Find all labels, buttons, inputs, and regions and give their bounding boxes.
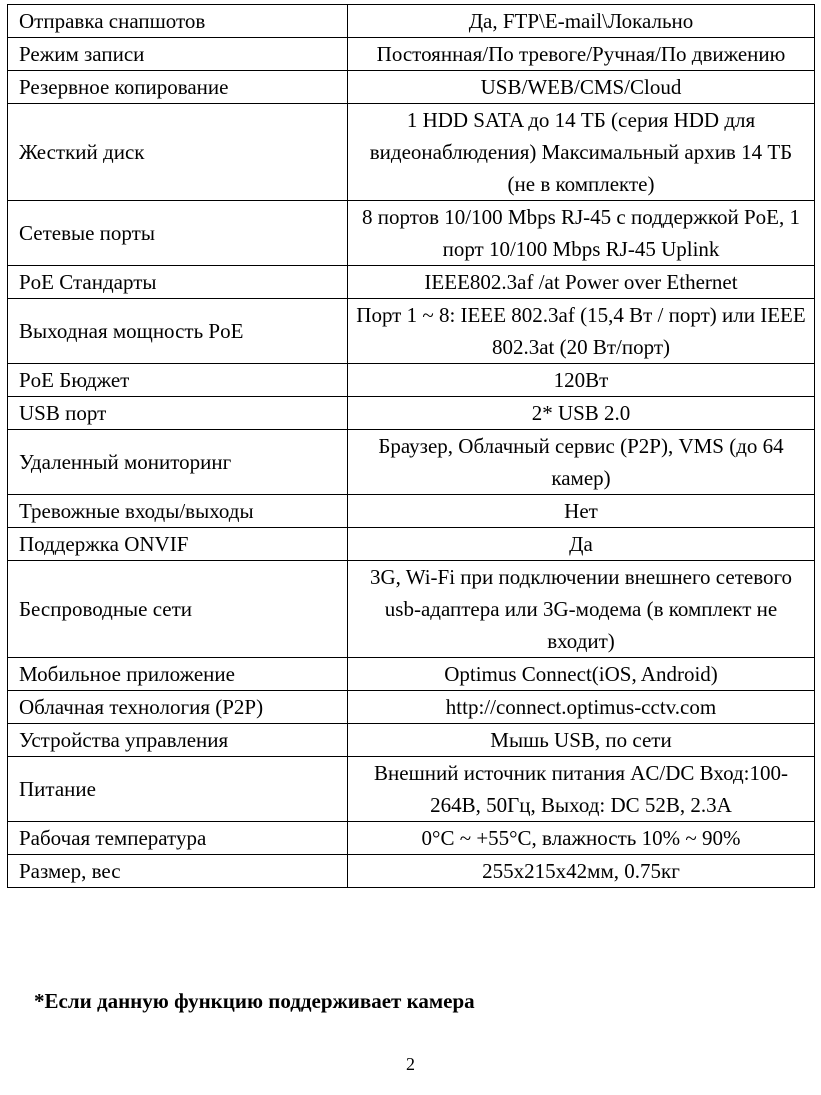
table-row xyxy=(8,561,815,658)
spec-value: Браузер, Облачный сервис (P2P), VMS (до 64 камер) xyxy=(348,430,815,495)
spec-value: Optimus Connect(iOS, Android) xyxy=(348,658,815,691)
spec-label: Облачная технология (P2P) xyxy=(8,691,348,724)
spec-label: Питание xyxy=(8,757,348,822)
spec-value: 3G, Wi-Fi при подключении внешнего сетевого usb-адаптера или 3G-модема (в комплект не входит) xyxy=(348,561,815,658)
spec-label: Рабочая температура xyxy=(8,822,348,855)
spec-label: Мобильное приложение xyxy=(8,658,348,691)
spec-label: Удаленный мониторинг xyxy=(8,430,348,495)
spec-value: 1 HDD SATA до 14 ТБ (серия HDD для видеонаблюдения) Максимальный архив 14 ТБ (не в комплекте) xyxy=(348,104,815,201)
spec-label: Поддержка ONVIF xyxy=(8,528,348,561)
table-row xyxy=(8,757,815,822)
spec-label: Размер, вес xyxy=(8,855,348,888)
table-row xyxy=(8,724,815,757)
spec-label: Резервное копирование xyxy=(8,71,348,104)
spec-label: Устройства управления xyxy=(8,724,348,757)
table-row xyxy=(8,364,815,397)
specifications-table xyxy=(7,4,815,888)
spec-label: Тревожные входы/выходы xyxy=(8,495,348,528)
table-row xyxy=(8,71,815,104)
spec-label: Беспроводные сети xyxy=(8,561,348,658)
table-row xyxy=(8,855,815,888)
table-row xyxy=(8,691,815,724)
table-row xyxy=(8,397,815,430)
spec-value: Постоянная/По тревоге/Ручная/По движению xyxy=(348,38,815,71)
table-row xyxy=(8,38,815,71)
spec-label: PoE Бюджет xyxy=(8,364,348,397)
table-row xyxy=(8,430,815,495)
spec-value: USB/WEB/CMS/Cloud xyxy=(348,71,815,104)
table-row xyxy=(8,266,815,299)
spec-label: Сетевые порты xyxy=(8,201,348,266)
footnote: *Если данную функцию поддерживает камера xyxy=(34,989,475,1013)
spec-value: Внешний источник питания AC/DC Вход:100-264В, 50Гц, Выход: DC 52В, 2.3А xyxy=(348,757,815,822)
spec-value: 255x215x42мм, 0.75кг xyxy=(348,855,815,888)
table-row xyxy=(8,5,815,38)
spec-value: Да, FTP\E-mail\Локально xyxy=(348,5,815,38)
spec-label: Выходная мощность PoE xyxy=(8,299,348,364)
spec-label: Режим записи xyxy=(8,38,348,71)
spec-label: USB порт xyxy=(8,397,348,430)
table-row xyxy=(8,528,815,561)
page-number: 2 xyxy=(406,1054,415,1074)
spec-value: IEEE802.3af /at Power over Ethernet xyxy=(348,266,815,299)
table-row xyxy=(8,299,815,364)
spec-value: 8 портов 10/100 Mbps RJ-45 с поддержкой PoE, 1 порт 10/100 Mbps RJ-45 Uplink xyxy=(348,201,815,266)
table-row xyxy=(8,104,815,201)
table-row xyxy=(8,822,815,855)
spec-value: 0°С ~ +55°С, влажность 10% ~ 90% xyxy=(348,822,815,855)
spec-value: Да xyxy=(348,528,815,561)
table-row xyxy=(8,658,815,691)
spec-value: 2* USB 2.0 xyxy=(348,397,815,430)
spec-value: Мышь USB, по сети xyxy=(348,724,815,757)
spec-value: Нет xyxy=(348,495,815,528)
spec-value: http://connect.optimus-cctv.com xyxy=(348,691,815,724)
spec-label: Жесткий диск xyxy=(8,104,348,201)
spec-label: Отправка снапшотов xyxy=(8,5,348,38)
table-row xyxy=(8,495,815,528)
table-row xyxy=(8,201,815,266)
spec-value: Порт 1 ~ 8: IEEE 802.3af (15,4 Вт / порт) или IEEE 802.3at (20 Вт/порт) xyxy=(348,299,815,364)
spec-label: PoE Стандарты xyxy=(8,266,348,299)
spec-value: 120Вт xyxy=(348,364,815,397)
